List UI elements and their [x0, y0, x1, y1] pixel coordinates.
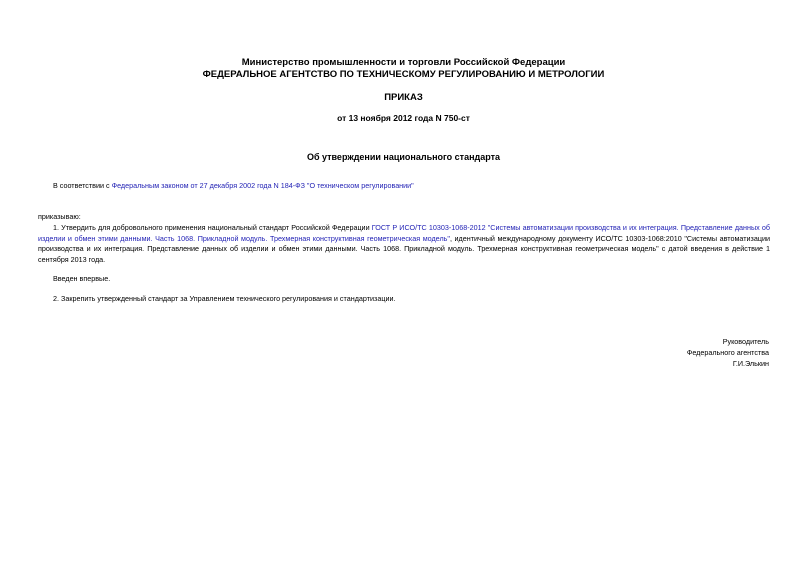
- document-type: ПРИКАЗ: [384, 92, 423, 103]
- ministry-name: Министерство промышленности и торговли Российской Федерации: [241, 57, 566, 68]
- agency-name: ФЕДЕРАЛЬНОЕ АГЕНТСТВО ПО ТЕХНИЧЕСКОМУ РЕГУЛИРОВАНИЮ И МЕТРОЛОГИИ: [202, 69, 605, 80]
- document-header: [0, 57, 807, 81]
- signature-title: Руководитель: [722, 337, 769, 346]
- signature-name: Г.И.Элькин: [732, 359, 769, 368]
- item-1-suffix: , идентичный международному документу ИСО/ТС 10303-1068:2010 "Системы автоматизации производства и их интеграция. Представление данных об изделии и обмен этими данными. Часть 1068. Прикладной модуль. Трехмерная конструктивная геометрическая модель" с датой введения в действие 1 сентября 2013 года.: [38, 233, 770, 264]
- basis-paragraph: [53, 181, 414, 192]
- document-date-number: от 13 ноября 2012 года N 750-ст: [337, 113, 470, 123]
- item-1-paragraph: [38, 223, 770, 265]
- federal-law-link[interactable]: Федеральным законом от 27 декабря 2002 года N 184-ФЗ "О техническом регулировании": [111, 181, 414, 190]
- item-2-paragraph: 2. Закрепить утвержденный стандарт за Управлением технического регулирования и стандартизации.: [53, 294, 396, 303]
- document-subject: Об утверждении национального стандарта: [306, 152, 501, 162]
- order-word: приказываю:: [38, 212, 81, 221]
- signature-block: [687, 336, 769, 369]
- item-1-prefix: 1. Утвердить для добровольного применения национальный стандарт Российской Федерации: [53, 223, 372, 232]
- gost-standard-link[interactable]: ГОСТ Р ИСО/ТС 10303-1068-2012 "Системы автоматизации производства и их интеграция. Представление данных об изделии и обмен этими данными. Часть 1068. Прикладной модуль. Трехмерная конструктивная геометрическая модель": [38, 223, 770, 243]
- signature-organization: Федерального агентства: [686, 348, 769, 357]
- introduced-note: Введен впервые.: [53, 274, 111, 283]
- basis-prefix: В соответствии с: [53, 181, 112, 190]
